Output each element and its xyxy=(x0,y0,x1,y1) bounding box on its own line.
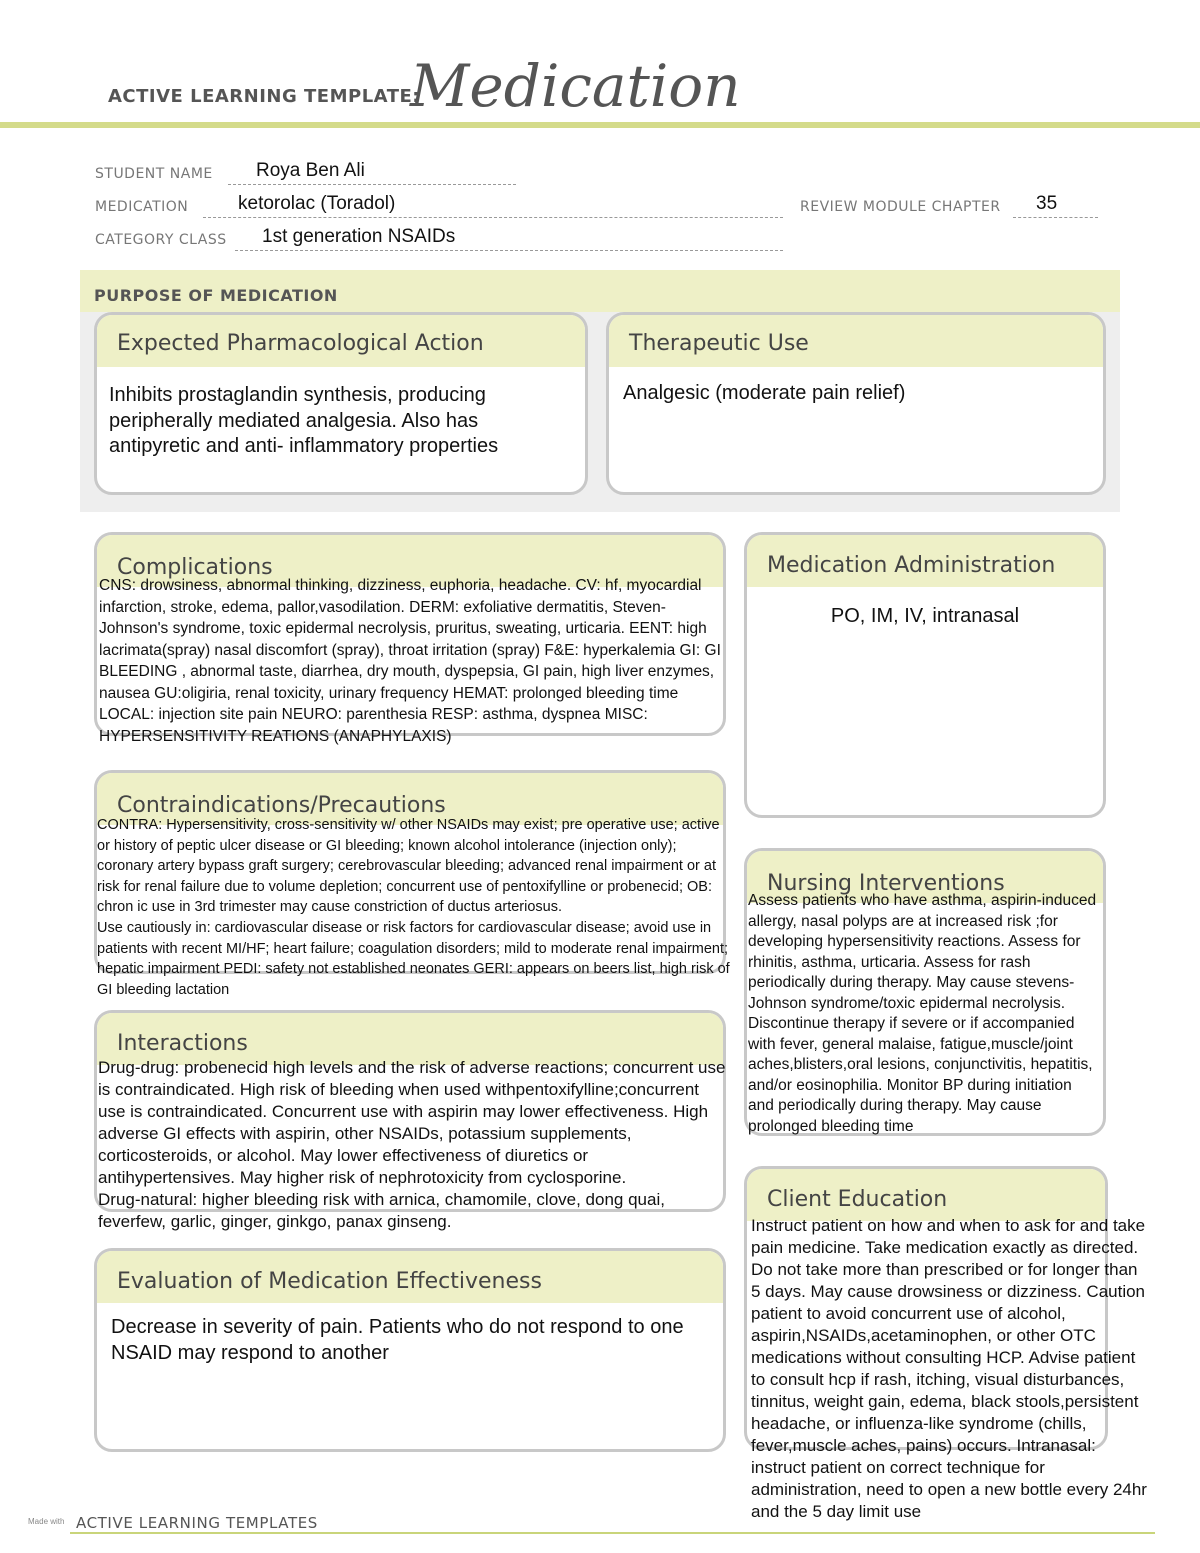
page-title: Medication xyxy=(410,52,741,120)
interactions-text[interactable]: Drug-drug: probenecid high levels and the risk of adverse reactions; concurrent use is contraindicated. High risk of bleeding when used withpentoxifylline;concurrent use is contraindicated. Concurrent use with aspirin may lower effectiveness. High adverse GI effects with aspirin, other NSAIDs, potassium supplements, corticosteroids, or alcohol. May lower effectiveness of diuretics or antihypertensives. May higher risk of nephrotoxicity from cyclosporine. Drug-natural: higher bleeding risk with arnica, chamomile, clove, dong quai, feverfew, garlic, ginger, ginkgo, panax ginseng. xyxy=(98,1058,726,1231)
nursing-interventions-text[interactable]: Assess patients who have asthma, aspirin-induced allergy, nasal polyps are at increased risk ;for developing hypersensitivity reactions. Assess for rhinitis, asthma, urticaria. Assess for rash periodically during therapy. May cause stevens-Johnson syndrome/toxic epidermal necrolysis. Discontinue therapy if severe or if accompanied with fever, general malaise, fatigue,muscle/joint aches,blisters,oral lesions, conjunctivitis, hepatitis, and/or eosinophilia. Monitor BP during initiation and periodically during therapy. May cause prolonged bleeding time xyxy=(748,892,1097,1135)
review-module-value[interactable]: 35 xyxy=(1036,193,1058,214)
evaluation-title: Evaluation of Medication Effectiveness xyxy=(117,1269,542,1294)
category-class-label: CATEGORY CLASS xyxy=(95,232,227,248)
expected-action-title: Expected Pharmacological Action xyxy=(117,331,484,356)
med-admin-text[interactable]: PO, IM, IV, intranasal xyxy=(830,605,1020,627)
expected-action-text[interactable]: Inhibits prostaglandin synthesis, producing peripherally mediated analgesia. Also has antipyretic and anti- inflammatory properties xyxy=(109,384,499,457)
therapeutic-use-box xyxy=(606,312,1106,495)
evaluation-text[interactable]: Decrease in severity of pain. Patients who do not respond to one NSAID may respond to another xyxy=(111,1316,684,1364)
contraindications-text[interactable]: CONTRA: Hypersensitivity, cross-sensitivity w/ other NSAIDs may exist; pre operative use; active or history of peptic ulcer disease or GI bleeding; known alcohol intolerance (injection only); coronary artery bypass graft surgery; cerebrovascular bleeding; advanced renal impairment or at risk for renal failure due to volume depletion; concurrent use of pentoxifylline or probenecid; OB: chron ic use in 3rd trimester may cause constriction of ductus arteriosus. Use cautiously in: cardiovascular disease or risk factors for cardiovascular disease; avoid use in patients with recent MI/HF; heart failure; coagulation disorders; mild to moderate renal impairment; hepatic impairment PEDI: safety not established neonates GERI: appears on beers list, high risk of GI bleeding lactation xyxy=(97,817,730,998)
evaluation-box xyxy=(94,1248,726,1452)
header-divider xyxy=(0,122,1200,128)
footer-divider xyxy=(70,1532,1155,1534)
expected-action-box xyxy=(94,312,588,495)
therapeutic-use-text[interactable]: Analgesic (moderate pain relief) xyxy=(623,382,906,404)
complications-text[interactable]: CNS: drowsiness, abnormal thinking, dizziness, euphoria, headache. CV: hf, myocardial infarction, stroke, edema, pallor,vasodilation. DERM: exfoliative dermatitis, Steven-Johnson's syndrome, toxic epidermal necrolysis, pruritus, sweating, urticaria. EENT: high lacrimata(spray) nasal discomfort (spray), throat irritation (spray) F&E: hyperkalemia GI: GI BLEEDING , abnormal taste, diarrhea, dry mouth, dyspepsia, GI pain, high liver enzymes, nausea GU:oligiria, renal toxicity, urinary frequency HEMAT: prolonged bleeding time LOCAL: injection site pain NEURO: parenthesia RESP: asthma, dyspnea MISC: HYPERSENSITIVITY REATIONS (ANAPHYLAXIS) xyxy=(99,577,721,745)
medication-label: MEDICATION xyxy=(95,199,189,215)
client-education-title: Client Education xyxy=(767,1187,948,1212)
category-class-value[interactable]: 1st generation NSAIDs xyxy=(262,226,456,247)
client-education-text[interactable]: Instruct patient on how and when to ask for and take pain medicine. Take medication exactly as directed. Do not take more than prescribed or for longer than 5 days. May cause drowsiness or dizziness. Caution patient to avoid concurrent use of alcohol, aspirin,NSAIDs,acetaminophen, or other OTC medications without consulting HCP. Advise patient to consult hcp if rash, itching, visual disturbances, tinnitus, weight gain, edema, black stools,persistent headache, or influenza-like syndrome (chills, fever,muscle aches, pains) occurs. Intranasal: instruct patient on correct technique for administration, need to open a new bottle every 24hr and the 5 day limit use xyxy=(751,1216,1147,1521)
footer-label: ACTIVE LEARNING TEMPLATES xyxy=(76,1514,318,1532)
footer-stamp: Made with xyxy=(28,1517,65,1526)
medication-value[interactable]: ketorolac (Toradol) xyxy=(238,193,396,214)
therapeutic-use-title: Therapeutic Use xyxy=(629,331,809,356)
med-admin-title: Medication Administration xyxy=(767,553,1056,578)
review-module-label: REVIEW MODULE CHAPTER xyxy=(800,199,1001,215)
complications-title: Complications xyxy=(117,555,273,580)
student-name-label: STUDENT NAME xyxy=(95,166,213,182)
student-name-value[interactable]: Roya Ben Ali xyxy=(256,160,365,181)
purpose-label: PURPOSE OF MEDICATION xyxy=(94,286,338,305)
interactions-title: Interactions xyxy=(117,1031,248,1056)
nursing-interventions-title: Nursing Interventions xyxy=(767,871,1005,896)
template-label: ACTIVE LEARNING TEMPLATE: xyxy=(108,86,420,107)
med-admin-box xyxy=(744,532,1106,818)
contraindications-title: Contraindications/Precautions xyxy=(117,793,446,818)
